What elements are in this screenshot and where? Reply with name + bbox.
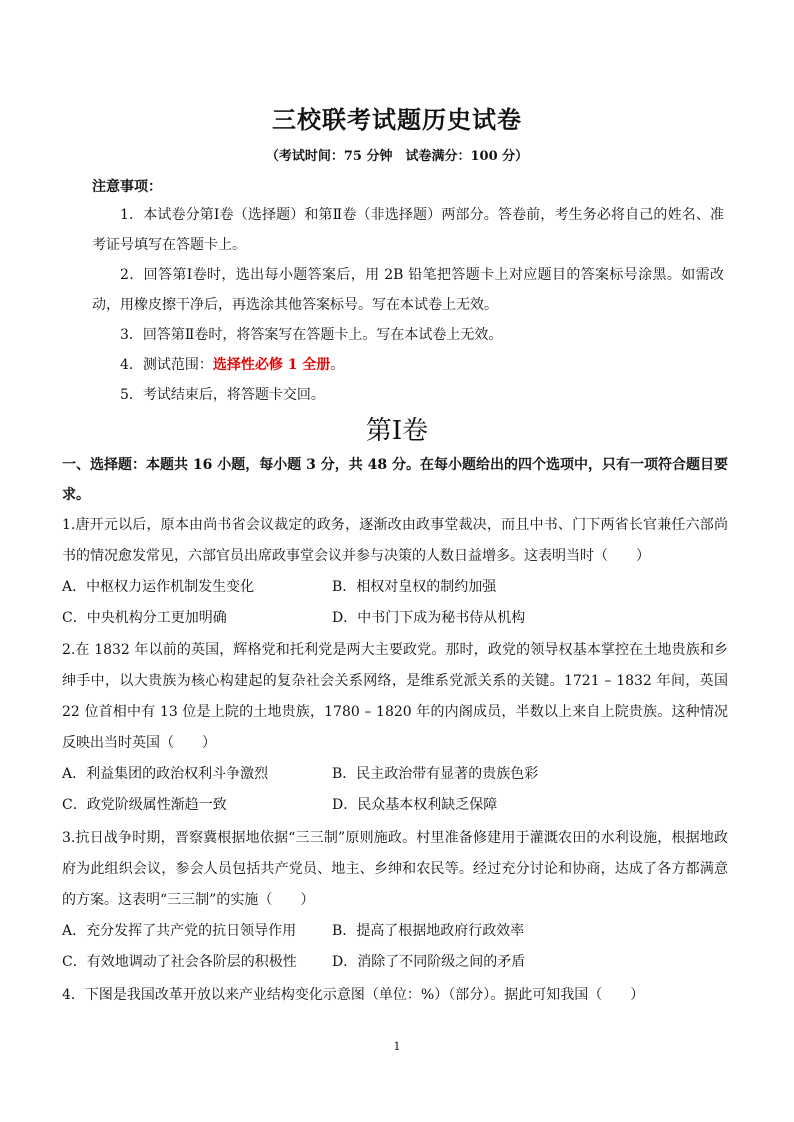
option-list <box>62 759 728 821</box>
option-d: D．消除了不同阶级之间的矛盾 <box>332 954 526 970</box>
question-stem: 4．下图是我国改革开放以来产业结构变化示意图（单位：%）（部分）。据此可知我国（ ） <box>62 987 645 1003</box>
question-2 <box>62 635 728 821</box>
notice-item-3: 3．回答第Ⅱ卷时，将答案写在答题卡上。写在本试卷上无效。 <box>120 327 503 343</box>
test-scope-highlight: 选择性必修 1 全册 <box>212 357 331 373</box>
option-b: B．民主政治带有显著的贵族色彩 <box>332 766 539 782</box>
notice-item-2: 2．回答第Ⅰ卷时，选出每小题答案后，用 2B 铅笔把答题卡上对应题目的答案标号涂黑。如需改动，用橡皮擦干净后，再选涂其他答案标号。写在本试卷上无效。 <box>92 267 724 313</box>
question-4 <box>62 980 728 1011</box>
notice-item-1: 1．本试卷分第Ⅰ卷（选择题）和第Ⅱ卷（非选择题）两部分。答卷前，考生务必将自己的姓名、准考证号填写在答题卡上。 <box>92 207 724 253</box>
section-title: 第Ⅰ卷 <box>365 416 429 446</box>
option-b: B．提高了根据地政府行政效率 <box>332 923 525 939</box>
notice-item-5: 5．考试结束后，将答题卡交回。 <box>120 387 325 403</box>
exam-info: （考试时间：75 分钟 试卷满分：100 分） <box>265 149 529 164</box>
notice-list <box>92 200 724 410</box>
notice-item-4 <box>92 350 724 380</box>
notice-item-4-suffix: 。 <box>330 357 345 373</box>
option-list <box>62 916 728 978</box>
notice-heading: 注意事项： <box>92 179 162 195</box>
option-list <box>62 572 728 634</box>
option-c: C．有效地调动了社会各阶层的积极性 <box>62 954 297 970</box>
part-heading: 一、选择题：本题共 16 小题，每小题 3 分，共 48 分。在每小题给出的四个选项中，只有一项符合题目要求。 <box>62 457 728 503</box>
notice-item-4-prefix: 4．测试范围： <box>120 357 213 373</box>
option-a: A．充分发挥了共产党的抗日领导作用 <box>62 923 297 939</box>
option-d: D．中书门下成为秘书侍从机构 <box>332 610 526 626</box>
option-a: A．中枢权力运作机制发生变化 <box>62 579 255 595</box>
question-stem: 1.唐开元以后，原本由尚书省会议裁定的政务，逐渐改由政事堂裁决，而且中书、门下两省长官兼任六部尚书的情况愈发常见，六部官员出席政事堂会议并参与决策的人数日益增多。这表明当时（ ） <box>62 517 728 564</box>
option-c: C．政党阶级属性渐趋一致 <box>62 797 227 813</box>
page-number: 1 <box>393 1040 401 1053</box>
option-b: B．相权对皇权的制约加强 <box>332 579 497 595</box>
option-a: A．利益集团的政治权利斗争激烈 <box>62 766 269 782</box>
option-c: C．中央机构分工更加明确 <box>62 610 227 626</box>
question-3 <box>62 823 728 978</box>
question-1 <box>62 510 728 634</box>
page-title: 三校联考试题历史试卷 <box>272 105 522 134</box>
question-stem: 3.抗日战争时期，晋察冀根据地依据“三三制”原则施政。村里准备修建用于灌溉农田的水利设施，根据地政府为此组织会议，参会人员包括共产党员、地主、乡绅和农民等。经过充分讨论和协商，达成了各方都满意的方案。这表明“三三制”的实施（ ） <box>62 830 728 908</box>
question-stem: 2.在 1832 年以前的英国，辉格党和托利党是两大主要政党。那时，政党的领导权基本掌控在土地贵族和乡绅手中，以大贵族为核心构建起的复杂社会关系网络，是维系党派关系的关键。1721 – 1832 年间，英国 22 位首相中有 13 位是上院的土地贵族，1780 – 1820 年的内阁成员，半数以上来自上院贵族。这种情况反映出当时英国（ ） <box>62 642 728 751</box>
option-d: D．民众基本权利缺乏保障 <box>332 797 498 813</box>
